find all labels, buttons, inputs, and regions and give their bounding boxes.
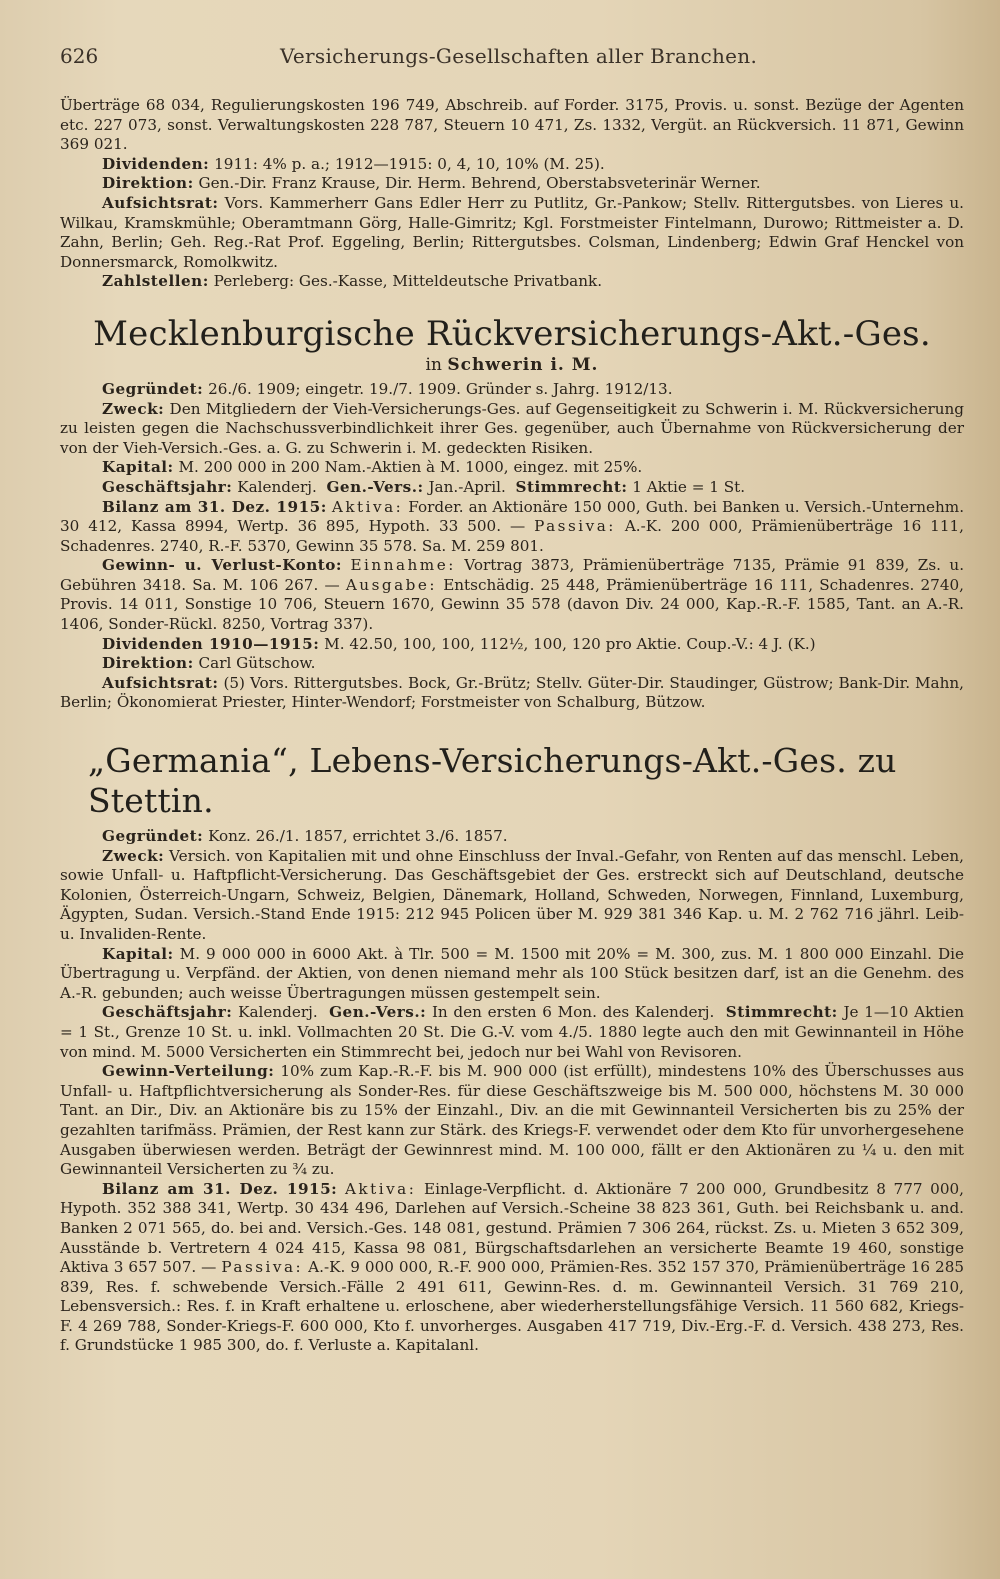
- direktion-paragraph: [60, 174, 964, 194]
- stimmrecht-label: Stimmrecht:: [515, 477, 628, 496]
- gegruendet-label: Gegründet:: [102, 827, 204, 846]
- gewinnverteilung-label: Gewinn-Verteilung:: [102, 1062, 275, 1081]
- bilanz-aktiva-text: Forder. an Aktionäre 150 000, Guth. bei Banken u. Versich.-Unternehm. 30 412, Kassa 8994, Wertp. 36 895, Hypoth. 33 500. —: [60, 497, 965, 536]
- kapital-label: Kapital:: [102, 944, 174, 963]
- zweck-label: Zweck:: [102, 399, 165, 418]
- company2-bilanz: [60, 1180, 964, 1356]
- gen-vers-text: Jan.-April.: [428, 477, 506, 496]
- company2-geschaeftsjahr: [60, 1003, 964, 1062]
- kapital-text: M. 9 000 000 in 6000 Akt. à Tlr. 500 = M. 1500 mit 20% = M. 300, zus. M. 1 800 000 Einzahl. Die Übertragung u. Verpfänd. der Aktien, von denen niemand mehr als 100 Stück besitzen darf, ist an die Genehm. des A.-R. gebunden; auch weisse Übertragungen müssen gestempelt sein.: [60, 944, 964, 1002]
- company2-zweck: [60, 847, 964, 945]
- running-title: Versicherungs-Gesellschaften aller Branchen.: [280, 44, 758, 68]
- company1-gegruendet: [60, 380, 964, 400]
- company1-section: [60, 380, 964, 713]
- gegruendet-label: Gegründet:: [102, 379, 204, 398]
- geschaeftsjahr-label: Geschäftsjahr:: [102, 477, 233, 496]
- running-head: [60, 44, 964, 68]
- einnahme-label: Einnahme:: [350, 556, 456, 575]
- ausgabe-label: Ausgabe:: [345, 575, 437, 594]
- company1-aufsichtsrat: [60, 674, 964, 713]
- zahlstellen-label: Zahlstellen:: [102, 272, 209, 291]
- stimmrecht-text: 1 Aktie = 1 St.: [632, 477, 746, 496]
- dividenden-text: M. 42.50, 100, 100, 112½, 100, 120 pro Aktie. Coup.-V.: 4 J. (K.): [324, 634, 816, 653]
- direktion-label: Direktion:: [102, 654, 194, 673]
- bilanz-label: Bilanz am 31. Dez. 1915:: [102, 497, 327, 516]
- company1-location: [60, 354, 964, 376]
- aufsichtsrat-label: Aufsichtsrat:: [102, 673, 219, 692]
- company1-kapital: [60, 458, 964, 478]
- company1-bilanz: [60, 498, 964, 557]
- gen-vers-text: In den ersten 6 Mon. des Kalenderj.: [431, 1003, 715, 1022]
- company1-city: Schwerin i. M.: [447, 354, 599, 375]
- aufsichtsrat-text: Vors. Kammerherr Gans Edler Herr zu Putlitz, Gr.-Pankow; Stellv. Rittergutsbes. von Lieres u. Wilkau, Kramskmühle; Oberamtmann Görg, Halle-Gimritz; Kgl. Forstmeister Fintelmann, Durowo; Rittmeister a. D. Zahn, Berlin; Geh. Reg.-Rat Prof. Eggeling, Berlin; Rittergutsbes. Colsman, Lindenberg; Edwin Graf Henckel von Donnersmarck, Romolkwitz.: [60, 193, 964, 271]
- company2-gegruendet: [60, 827, 964, 847]
- stimmrecht-text: Je 1—10 Aktien = 1 St., Grenze 10 St. u. inkl. Vollmachten 20 St. Die G.-V. vom 4./5. 1880 legte auch den mit Gewinnanteil in Höhe von mind. M. 5000 Versicherten ein Stimmrecht bei, jedoch nur bei Wahl von Revisoren.: [60, 1003, 964, 1061]
- passiva-label: Passiva:: [221, 1258, 304, 1277]
- bilanz-label: Bilanz am 31. Dez. 1915:: [102, 1179, 338, 1198]
- company1-direktion: [60, 654, 964, 674]
- company1-dividenden: [60, 635, 964, 655]
- company1-guv: [60, 556, 964, 634]
- company1-geschaeftsjahr: [60, 478, 964, 498]
- zweck-label: Zweck:: [102, 846, 165, 865]
- gen-vers-label: Gen.-Vers.:: [329, 1003, 427, 1022]
- zahlstellen-paragraph: [60, 272, 964, 292]
- bilanz-passiva-text: A.-K. 200 000, Prämienüberträge 16 111, Schadenres. 2740, R.-F. 5370, Gewinn 35 578. Sa. M. 259 801.: [60, 517, 964, 555]
- direktion-text: Gen.-Dir. Franz Krause, Dir. Herm. Behrend, Oberstabsveterinär Werner.: [198, 174, 761, 193]
- continuation-section: [60, 96, 964, 292]
- dividenden-paragraph: [60, 155, 964, 175]
- geschaeftsjahr-text: Kalenderj.: [238, 1003, 318, 1022]
- zahlstellen-text: Perleberg: Ges.-Kasse, Mitteldeutsche Privatbank.: [213, 272, 603, 291]
- geschaeftsjahr-label: Geschäftsjahr:: [102, 1003, 233, 1022]
- zweck-text: Den Mitgliedern der Vieh-Versicherungs-Ges. auf Gegenseitigkeit zu Schwerin i. M. Rückversicherung zu leisten gegen die Nachschussverbindlichkeit ihrer Ges. gegenüber, auch Übernahme von Rückversicherung der von der Vieh-Versich.-Ges. a. G. zu Schwerin i. M. gedeckten Risiken.: [60, 399, 965, 457]
- guv-label: Gewinn- u. Verlust-Konto:: [102, 556, 343, 575]
- gegruendet-text: Konz. 26./1. 1857, errichtet 3./6. 1857.: [208, 827, 508, 846]
- passiva-label: Passiva:: [534, 517, 616, 536]
- aufsichtsrat-text: (5) Vors. Rittergutsbes. Bock, Gr.-Brütz; Stellv. Güter-Dir. Staudinger, Güstrow; Bank-Dir. Mahn, Berlin; Ökonomierat Priester, Hinter-Wendorf; Forstmeister von Schalburg, Bützow.: [60, 673, 964, 712]
- zweck-text: Versich. von Kapitalien mit und ohne Einschluss der Inval.-Gefahr, von Renten auf das menschl. Leben, sowie Unfall- u. Haftpflicht-Versicherung. Das Geschäftsgebiet der Ges. erstreckt sich auf Deutschland, deutsche Kolonien, Österreich-Ungarn, Schweiz, Belgien, Dänemark, Holland, Schweden, Norwegen, Finnland, Luxemburg, Ägypten, Sudan. Versich.-Stand Ende 1915: 212 945 Policen über M. 929 381 346 Kap. u. M. 2 762 716 jährl. Leib- u. Invaliden-Rente.: [60, 846, 965, 943]
- aufsichtsrat-label: Aufsichtsrat:: [102, 193, 219, 212]
- kapital-label: Kapital:: [102, 458, 174, 477]
- company2-kapital: [60, 945, 964, 1004]
- dividenden-label: Dividenden 1910—1915:: [102, 634, 320, 653]
- company1-zweck: [60, 400, 964, 459]
- page-number: 626: [60, 44, 99, 68]
- aktiva-label: Aktiva:: [344, 1179, 417, 1198]
- company2-gewinnverteilung: [60, 1062, 964, 1180]
- geschaeftsjahr-text: Kalenderj.: [237, 477, 317, 496]
- dividenden-label: Dividenden:: [102, 154, 210, 173]
- gegruendet-text: 26./6. 1909; eingetr. 19./7. 1909. Gründer s. Jahrg. 1912/13.: [208, 379, 673, 398]
- guv-einnahme-text: Vortrag 3873, Prämienüberträge 7135, Prämie 91 839, Zs. u. Gebühren 3418. Sa. M. 106 267. —: [60, 556, 965, 594]
- company2-title: „Germania“, Lebens-Versicherungs-Akt.-Ges. zu Stettin.: [88, 741, 897, 821]
- stimmrecht-label: Stimmrecht:: [725, 1003, 838, 1022]
- bilanz-passiva-text: A.-K. 9 000 000, R.-F. 900 000, Prämien-Res. 352 157 370, Prämienüberträge 16 285 839, Res. f. schwebende Versich.-Fälle 2 491 611, Gewinn-Res. d. m. Gewinnanteil Versich. 31 769 210, Lebensversich.: Res. f. in Kraft erhaltene u. erloschene, aber wiederherstellungsfähige Versich. 11 560 682, Kriegs-F. 4 269 788, Sonder-Kriegs-F. 600 000, Kto f. unvorherges. Ausgaben 417 719, Div.-Erg.-F. d. Versich. 438 273, Res. f. Grundstücke 1 985 300, do. f. Verluste a. Kapitalanl.: [60, 1258, 965, 1355]
- aktiva-label: Aktiva:: [331, 497, 404, 516]
- continuation-paragraph: Überträge 68 034, Regulierungskosten 196 749, Abschreib. auf Forder. 3175, Provis. u. sonst. Bezüge der Agenten etc. 227 073, sonst. Verwaltungskosten 228 787, Steuern 10 471, Zs. 1332, Vergüt. an Rückversich. 11 871, Gewinn 369 021.: [60, 96, 964, 154]
- direktion-text: Carl Gütschow.: [198, 654, 316, 673]
- kapital-text: M. 200 000 in 200 Nam.-Aktien à M. 1000, eingez. mit 25%.: [178, 458, 643, 477]
- company1-title: Mecklenburgische Rückversicherungs-Akt.-Ges.: [93, 313, 931, 354]
- aufsichtsrat-paragraph: [60, 194, 964, 272]
- gewinnverteilung-text: 10% zum Kap.-R.-F. bis M. 900 000 (ist erfüllt), mindestens 10% des Überschusses aus Unfall- u. Haftpflichtversicherung als Sonder-Res. für diese Geschäftszweige bis M. 500 000, höchstens M. 30 000 Tant. an Dir., Div. an Aktionäre bis zu 15% der Einzahl., Div. an die mit Gewinnanteil Versicherten bis zu 25% der gezahlten tarifmäss. Prämien, der Rest kann zur Stärk. des Kriegs-F. verwendet oder dem Kto für unvorhergesehene Ausgaben überwiesen werden. Beträgt der Gewinnrest mind. M. 100 000, fällt er den Aktionären zu ¼ u. den mit Gewinnanteil Versicherten zu ¾ zu.: [60, 1062, 964, 1179]
- company1-location-prefix: in: [425, 354, 442, 375]
- gen-vers-label: Gen.-Vers.:: [326, 477, 424, 496]
- dividenden-text: 1911: 4% p. a.; 1912—1915: 0, 4, 10, 10% (M. 25).: [214, 154, 605, 173]
- guv-ausgabe-text: Entschädig. 25 448, Prämienüberträge 16 111, Schadenres. 2740, Provis. 14 011, Sonstige 10 706, Steuern 1670, Gewinn 35 578 (davon Div. 24 000, Kap.-R.-F. 1585, Tant. an A.-R. 1406, Sonder-Rückl. 8250, Vortrag 337).: [60, 575, 964, 634]
- bilanz-aktiva-text: Einlage-Verpflicht. d. Aktionäre 7 200 000, Grundbesitz 8 777 000, Hypoth. 352 388 341, Wertp. 30 434 496, Darlehen auf Versich.-Scheine 38 823 361, Guth. bei Reichsbank u. and. Banken 2 071 565, do. bei and. Versich.-Ges. 148 081, gestund. Prämien 7 306 264, rückst. Zs. u. Mieten 3 652 309, Ausstände b. Vertretern 4 024 415, Kassa 98 081, Bürgschaftsdarlehen an versicherte Beamte 19 460, sonstige Aktiva 3 657 507. —: [60, 1179, 964, 1277]
- direktion-label: Direktion:: [102, 174, 194, 193]
- company2-section: [60, 827, 964, 1356]
